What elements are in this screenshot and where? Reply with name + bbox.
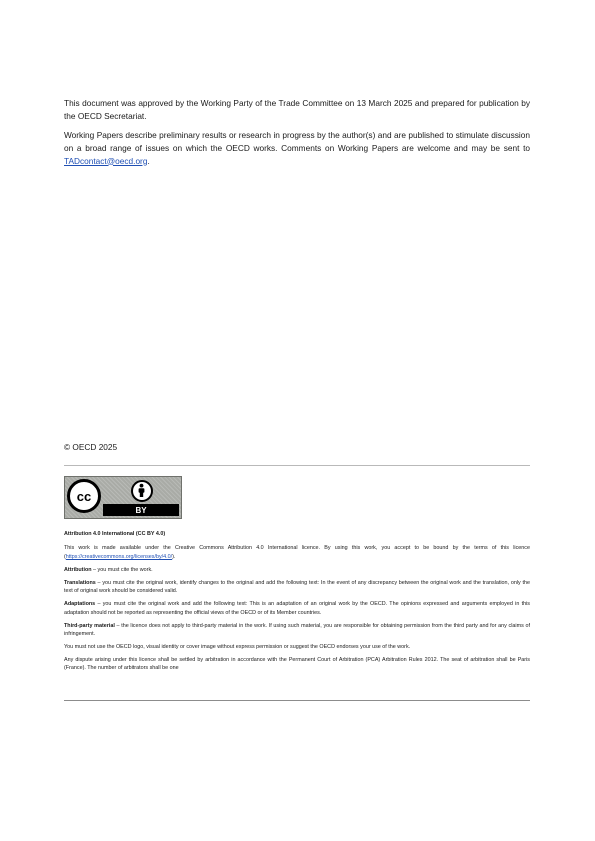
- licence-intro: [64, 544, 530, 561]
- third-party-text: – the licence does not apply to third-party material in the work. If using such material, you are responsible for obtaining permission from the third party and for any claims of infringement.: [64, 622, 530, 638]
- logo-notice: You must not use the OECD logo, visual identity or cover image without express permission or suggest the OECD endorses your use of the work.: [64, 644, 411, 651]
- working-papers-text: Working Papers describe preliminary results or research in progress by the author(s) and are published to stimulate discussion on a broad range of issues on which the OECD works. Comments on Working Papers are welcome and may be sent to: [64, 129, 530, 153]
- adaptations-clause: [64, 600, 530, 617]
- by-label: BY: [103, 504, 179, 516]
- adaptations-label: Adaptations: [64, 601, 96, 608]
- approval-text: This document was approved by the Working Party of the Trade Committee on 13 March 2025 and prepared for publication by the OECD Secretariat.: [64, 98, 530, 121]
- working-papers-paragraph: [64, 129, 530, 168]
- intro-section: [64, 97, 530, 173]
- cc-by-logo: [64, 476, 182, 519]
- adaptations-text: – you must cite the original work and add the following text: This is an adaptation of an original work by the OECD. The opinions expressed and arguments employed in this adaptation should not be reported as representing the official views of the OECD or of its Member countries.: [64, 601, 530, 616]
- divider-top: [64, 465, 530, 466]
- licence-intro-end: ).: [172, 553, 176, 560]
- translations-text: – you must cite the original work, identify changes to the original and add the following text: In the event of any discrepancy between the original work and the translation, only the text of original work should be considered valid.: [64, 579, 530, 595]
- period: .: [147, 155, 150, 166]
- creative-commons-icon: [67, 479, 101, 513]
- contact-email-link[interactable]: TADcontact@oecd.org: [64, 155, 148, 166]
- cc-text: cc: [76, 488, 92, 504]
- translations-clause: [64, 579, 530, 596]
- licence-section: [64, 530, 530, 677]
- licence-intro-text: This work is made available under the Creative Commons Attribution 4.0 International licence. By using this work, you accept to be bound by the terms of this licence (: [64, 545, 530, 560]
- third-party-label: Third-party material: [64, 622, 115, 629]
- copyright-notice: © OECD 2025: [64, 442, 118, 452]
- divider-bottom: [64, 700, 530, 701]
- approval-paragraph: [64, 97, 530, 123]
- translations-label: Translations: [64, 579, 96, 586]
- attribution-label: Attribution: [64, 566, 92, 573]
- licence-url-link[interactable]: https://creativecommons.org/licenses/by/4.0/: [65, 553, 173, 560]
- attribution-text: – you must cite the work.: [91, 566, 153, 573]
- third-party-clause: [64, 622, 530, 639]
- person-icon: [131, 480, 153, 502]
- dispute-clause: Any dispute arising under this licence shall be settled by arbitration in accordance with the Permanent Court of Arbitration (PCA) Arbitration Rules 2012. The seat of arbitration shall be Paris (France). The number of arbitrators shall be one: [64, 657, 530, 672]
- attribution-clause: [64, 566, 530, 574]
- licence-title: Attribution 4.0 International (CC BY 4.0): [64, 531, 166, 537]
